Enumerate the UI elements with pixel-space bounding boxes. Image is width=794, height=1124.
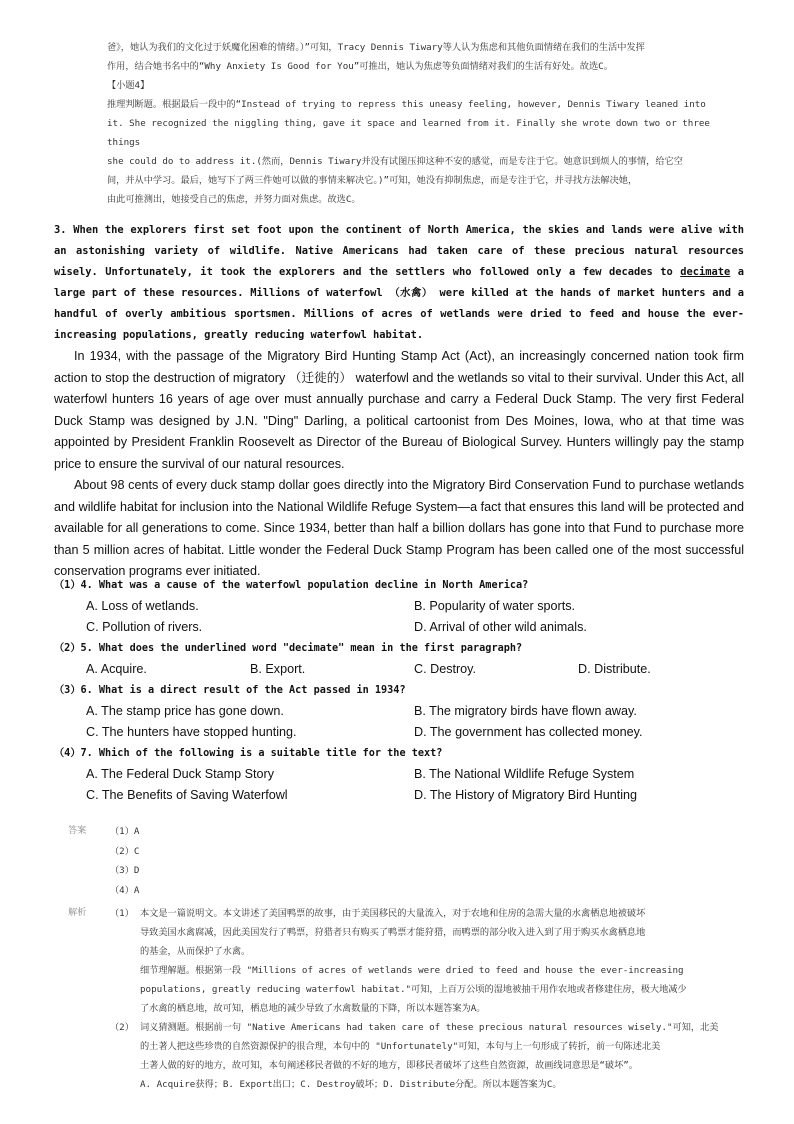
question — [54, 638, 754, 680]
option-c: C. Destroy. — [414, 662, 477, 676]
analysis-line: 的土著人把这些珍贵的自然资源保护的很合理，本句中的 "Unfortunately"可知，本句与上一句形成了转折，前一句陈述北美 — [140, 1041, 661, 1052]
analysis-line: 土著人做的好的地方，故可知，本句阐述移民者做的不好的地方，即移民者破坏了这些自然资源，故画线词意思是“破坏”。 — [140, 1060, 638, 1071]
question-stem: （3）6. What is a direct result of the Act passed in 1934? — [54, 685, 406, 696]
answer-item: （4）A — [110, 884, 140, 896]
text-line: 推理判断题。根据最后一段中的“Instead of trying to repress this uneasy feeling, however, Dennis Tiwary leaned into — [107, 99, 706, 110]
previous-analysis — [107, 38, 747, 209]
text-line: 由此可推测出，她接受自己的焦虑，并努力面对焦虑。故选C。 — [107, 194, 361, 205]
intro-text: 3. When the explorers first set foot upon the continent of North America, the skies and lands were alive with an astonishing variety of wildlife. Native Americans had taken care of these precious natural resources wisely. Unfortunately, it took the explorers and the settlers who followed only a few decades to — [54, 224, 744, 278]
analysis-line: 的基金，从而保护了水禽。 — [140, 946, 251, 957]
text-line: she could do to address it.(然而，Dennis Tiwary并没有试图压抑这种不安的感觉，而是专注于它。她意识到烦人的事情，给它空 — [107, 156, 683, 167]
answer-item: （1）A — [110, 826, 140, 837]
option-d: D. The History of Migratory Bird Hunting — [414, 788, 638, 802]
text-line: it. She recognized the niggling thing, gave it space and learned from it. Finally she wrote down two or three things — [107, 118, 710, 148]
option-c: C. The hunters have stopped hunting. — [86, 725, 297, 739]
analysis-line: populations, greatly reducing waterfowl habitat."可知，上百万公顷的湿地被抽干用作农地或者修建住房，极大地减少 — [140, 984, 687, 995]
option-d: D. The government has collected money. — [414, 725, 643, 739]
answer-label: 答案 — [68, 825, 87, 836]
answer-item: （2）C — [110, 845, 140, 857]
analysis-label: 解析 — [68, 907, 87, 918]
option-b: B. Popularity of water sports. — [414, 599, 575, 613]
option-c: C. Pollution of rivers. — [86, 620, 203, 634]
option-a: A. The Federal Duck Stamp Story — [86, 767, 275, 781]
analysis-line: 词义猜测题。根据前一句 "Native Americans had taken care of these precious natural resources wisely."可知，北美 — [140, 1022, 719, 1033]
analysis-item-2 — [68, 1018, 758, 1094]
passage-paragraph-2: In 1934, with the passage of the Migratory Bird Hunting Stamp Act (Act), an increasingly concerned nation took firm action to stop the destruction of migratory （迁徙的） waterfowl and the wetlands so vital to their survival. Under this Act, all waterfowl hunters 16 years of age over must annually purchase and carry a Federal Duck Stamp. The very first Federal Duck Stamp was designed by J.N. "Ding" Darling, a political cartoonist from Des Moines, Iowa, who at that time was appointed by President Franklin Roosevelt as Director of the Bureau of Biological Survey. Hunters willingly pay the stamp price to ensure the survival of our natural resources. — [54, 349, 744, 471]
analysis-line: 了水禽的栖息地，故可知，栖息地的减少导致了水禽数量的下降，所以本题答案为A。 — [140, 1003, 486, 1014]
underlined-word: decimate — [680, 266, 731, 278]
text-line: 作用，结合她书名中的“Why Anxiety Is Good for You”可推出，她认为焦虑等负面情绪对我们的生活有好处。故选C。 — [107, 61, 613, 72]
analysis-item-1 — [68, 904, 758, 1018]
analysis-number: （2） — [110, 1022, 134, 1033]
option-d: D. Distribute. — [578, 662, 651, 676]
option-d: D. Arrival of other wild animals. — [414, 620, 587, 634]
question-list — [54, 575, 754, 806]
analysis-line: 本文是一篇说明文。本文讲述了美国鸭票的故事，由于美国移民的大量流入，对于农地和住房的急需大量的水禽栖息地被破坏 — [140, 908, 646, 919]
passage-paragraph-3: About 98 cents of every duck stamp dollar goes directly into the Migratory Bird Conservation Fund to purchase wetlands and wildlife habitat for inclusion into the National Wildlife Refuge System—a fact that ensures this land will be protected and available for all generations to come. Since 1934, better than half a billion dollars has gone into that Fund to purchase more than 5 million acres of habitat. Little wonder the Federal Duck Stamp Program has been called one of the most successful conservation programs ever initiated. — [54, 478, 744, 578]
option-a: A. The stamp price has gone down. — [86, 704, 284, 718]
answer-item: （3）D — [110, 865, 140, 876]
analysis-line: A. Acquire获得；B. Export出口；C. Destroy破坏；D. Distribute分配。所以本题答案为C。 — [140, 1079, 562, 1090]
analysis-line: 导致美国水禽腐减，因此美国发行了鸭票，狩猎者只有购买了鸭票才能狩猎，而鸭票的部分收入进入到了用于购买水禽栖息地 — [140, 927, 646, 938]
question — [54, 743, 754, 806]
option-a: A. Loss of wetlands. — [86, 599, 199, 613]
question — [54, 575, 754, 638]
text-line: 间，并从中学习。最后，她写下了两三件她可以做的事情来解决它。)”可知，她没有抑制焦虑，而是专注于它，并寻找方法解决她， — [107, 175, 638, 186]
option-b: B. The National Wildlife Refuge System — [414, 767, 635, 781]
question-stem: （4）7. Which of the following is a suitable title for the text? — [54, 748, 443, 759]
analysis-line: 细节理解题。根据第一段 "Millions of acres of wetlands were dried to feed and house the ever-increasing — [140, 965, 684, 976]
question-stem: （1）4. What was a cause of the waterfowl population decline in North America? — [54, 580, 529, 591]
passage-intro — [54, 220, 744, 346]
analysis-section — [68, 904, 758, 1094]
question-stem: （2）5. What does the underlined word "decimate" mean in the first paragraph? — [54, 643, 523, 654]
option-b: B. The migratory birds have flown away. — [414, 704, 637, 718]
option-c: C. The Benefits of Saving Waterfowl — [86, 788, 288, 802]
analysis-number: （1） — [110, 908, 134, 919]
question — [54, 680, 754, 743]
reading-passage — [54, 220, 744, 583]
text-line: 爸》，她认为我们的文化过于妖魔化困难的情绪。）”可知，Tracy Dennis Tiwary等人认为焦虑和其他负面情绪在我们的生活中发挥 — [107, 42, 645, 53]
intro-text: a large part of these resources. Millions of waterfowl （水禽） were killed at the hands of market hunters and a handful of overly ambitious sportsmen. Millions of acres of wetlands were dried to feed and house the ever-increasing populations, greatly reducing waterfowl habitat. — [54, 266, 744, 341]
answer-list — [110, 822, 139, 900]
subquestion-label: 【小题4】 — [107, 80, 150, 91]
option-b: B. Export. — [250, 662, 306, 676]
option-a: A. Acquire. — [86, 662, 147, 676]
